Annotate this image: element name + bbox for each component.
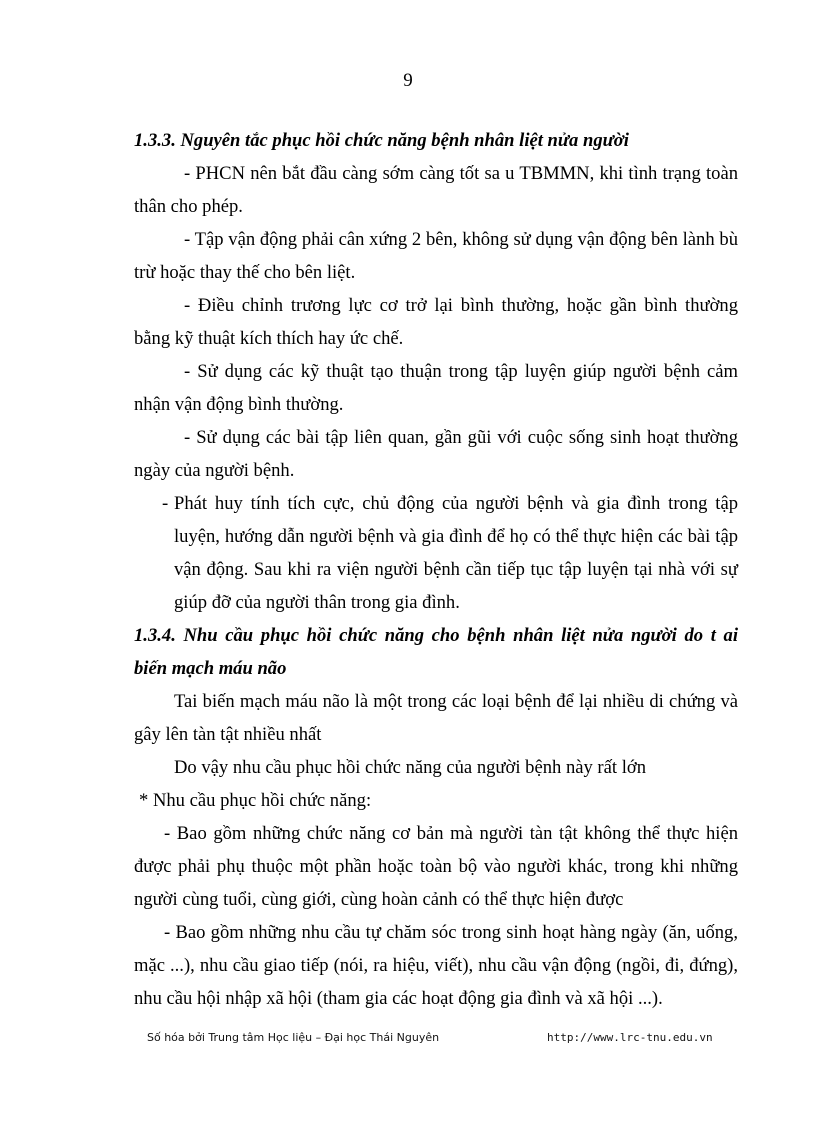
- principle-paragraph: - Điều chỉnh trương lực cơ trở lại bình thường, hoặc gần bình thường bằng kỹ thuật kích thích hay ức chế.: [134, 295, 738, 349]
- section-heading-1-3-3: 1.3.3. Nguyên tắc phục hồi chức năng bệnh nhân liệt nửa người: [134, 130, 629, 151]
- section-heading-1-3-4-line1: 1.3.4. Nhu cầu phục hồi chức năng cho bệnh nhân liệt nửa người do t ai: [134, 625, 738, 646]
- principle-paragraph: - PHCN nên bắt đầu càng sớm càng tốt sa u TBMMN, khi tình trạng toàn thân cho phép.: [134, 163, 738, 217]
- principle-paragraph: - Tập vận động phải cân xứng 2 bên, không sử dụng vận động bên lành bù trừ hoặc thay thế cho bên liệt.: [134, 229, 738, 283]
- needs-paragraph: - Bao gồm những chức năng cơ bản mà người tàn tật không thể thực hiện được phải phụ thuộc một phần hoặc toàn bộ vào người khác, trong khi những người cùng tuổi, cùng giới, cùng hoàn cảnh có thể thực hiện được: [134, 823, 738, 910]
- needs-heading: * Nhu cầu phục hồi chức năng:: [139, 790, 372, 811]
- footer-url: http://www.lrc-tnu.edu.vn: [547, 1031, 713, 1044]
- principle-paragraph: - Sử dụng các kỹ thuật tạo thuận trong tập luyện giúp người bệnh cảm nhận vận động bình thường.: [134, 361, 738, 415]
- dash-list-item-text: Phát huy tính tích cực, chủ động của người bệnh và gia đình trong tập luyện, hướng dẫn người bệnh và gia đình để họ có thể thực hiện các bài tập vận động. Sau khi ra viện người bệnh cần tiếp tục tập luyện tại nhà với sự giúp đỡ của người thân trong gia đình.: [174, 493, 738, 613]
- section-heading-1-3-4-line2: biến mạch máu não: [134, 658, 287, 679]
- dash-bullet: -: [162, 493, 169, 514]
- document-body: [134, 124, 738, 1015]
- principle-paragraph: - Sử dụng các bài tập liên quan, gần gũi với cuộc sống sinh hoạt thường ngày của người bệnh.: [134, 427, 738, 481]
- needs-paragraph: - Bao gồm những nhu cầu tự chăm sóc trong sinh hoạt hàng ngày (ăn, uống, mặc ...), nhu cầu giao tiếp (nói, ra hiệu, viết), nhu cầu vận động (ngồi, đi, đứng), nhu cầu hội nhập xã hội (tham gia các hoạt động gia đình và xã hội ...).: [134, 922, 738, 1009]
- intro-paragraph: Tai biến mạch máu não là một trong các loại bệnh để lại nhiều di chứng và gây lên tàn tật nhiều nhất: [134, 691, 738, 745]
- footer-credit: Số hóa bởi Trung tâm Học liệu – Đại học Thái Nguyên: [147, 1031, 440, 1044]
- page-number: 9: [403, 70, 413, 91]
- dash-list-item: [134, 487, 738, 619]
- intro-paragraph: Do vậy nhu cầu phục hồi chức năng của người bệnh này rất lớn: [174, 757, 646, 778]
